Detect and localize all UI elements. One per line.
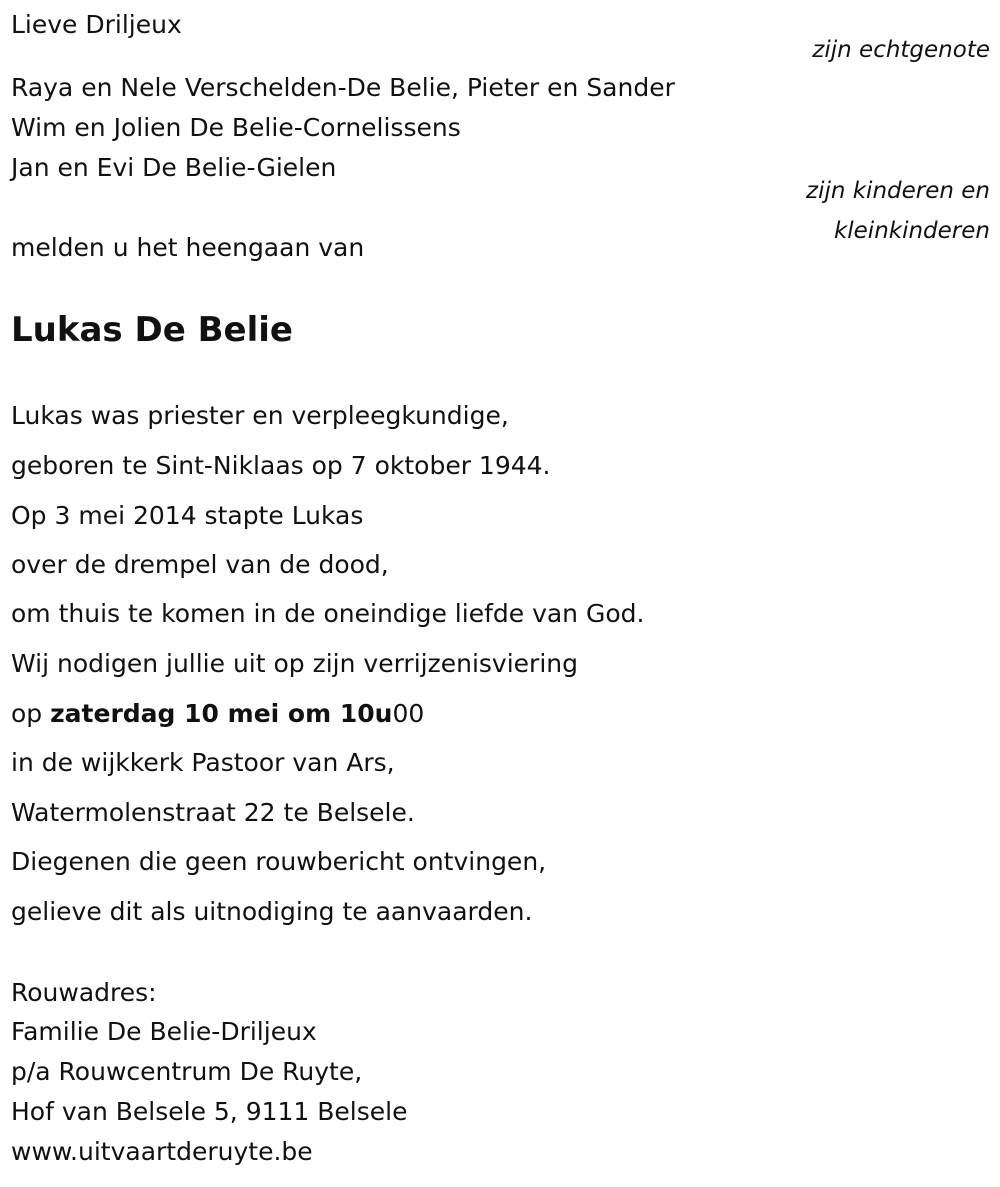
address-line-1: Familie De Belie-Driljeux [11,1017,317,1046]
service-time-line [11,699,424,729]
spouse-name: Lieve Driljeux [11,10,182,39]
children-line-3: Jan en Evi De Belie-Gielen [11,153,337,182]
children-role-line-2: kleinkinderen [833,218,990,244]
address-line-2: p/a Rouwcentrum De Ruyte, [11,1057,363,1086]
service-prefix: op [11,699,51,728]
deceased-name: Lukas De Belie [11,310,293,350]
body-line-after-1: in de wijkkerk Pastoor van Ars, [11,748,395,777]
children-line-2: Wim en Jolien De Belie-Cornelissens [11,113,461,142]
service-date-bold: zaterdag 10 mei om 10u [50,699,393,728]
body-line-after-4: gelieve dit als uitnodiging te aanvaarden. [11,897,533,926]
body-line-3: Op 3 mei 2014 stapte Lukas [11,501,364,530]
announcement-text: melden u het heengaan van [11,233,365,262]
body-line-1: Lukas was priester en verpleegkundige, [11,401,509,430]
body-line-5: om thuis te komen in de oneindige liefde van God. [11,599,645,628]
service-suffix: 00 [392,699,425,728]
body-line-2: geboren te Sint-Niklaas op 7 oktober 1944. [11,451,551,480]
body-line-6: Wij nodigen jullie uit op zijn verrijzenisviering [11,649,578,678]
body-line-4: over de drempel van de dood, [11,550,389,579]
body-line-after-2: Watermolenstraat 22 te Belsele. [11,798,415,827]
address-line-3: Hof van Belsele 5, 9111 Belsele [11,1097,408,1126]
address-label: Rouwadres: [11,978,157,1007]
children-role-line-1: zijn kinderen en [806,178,990,204]
spouse-role: zijn echtgenote [812,37,990,63]
body-line-after-3: Diegenen die geen rouwbericht ontvingen, [11,847,547,876]
children-line-1: Raya en Nele Verschelden-De Belie, Pieter en Sander [11,73,675,102]
address-website-link[interactable]: www.uitvaartderuyte.be [11,1137,313,1166]
